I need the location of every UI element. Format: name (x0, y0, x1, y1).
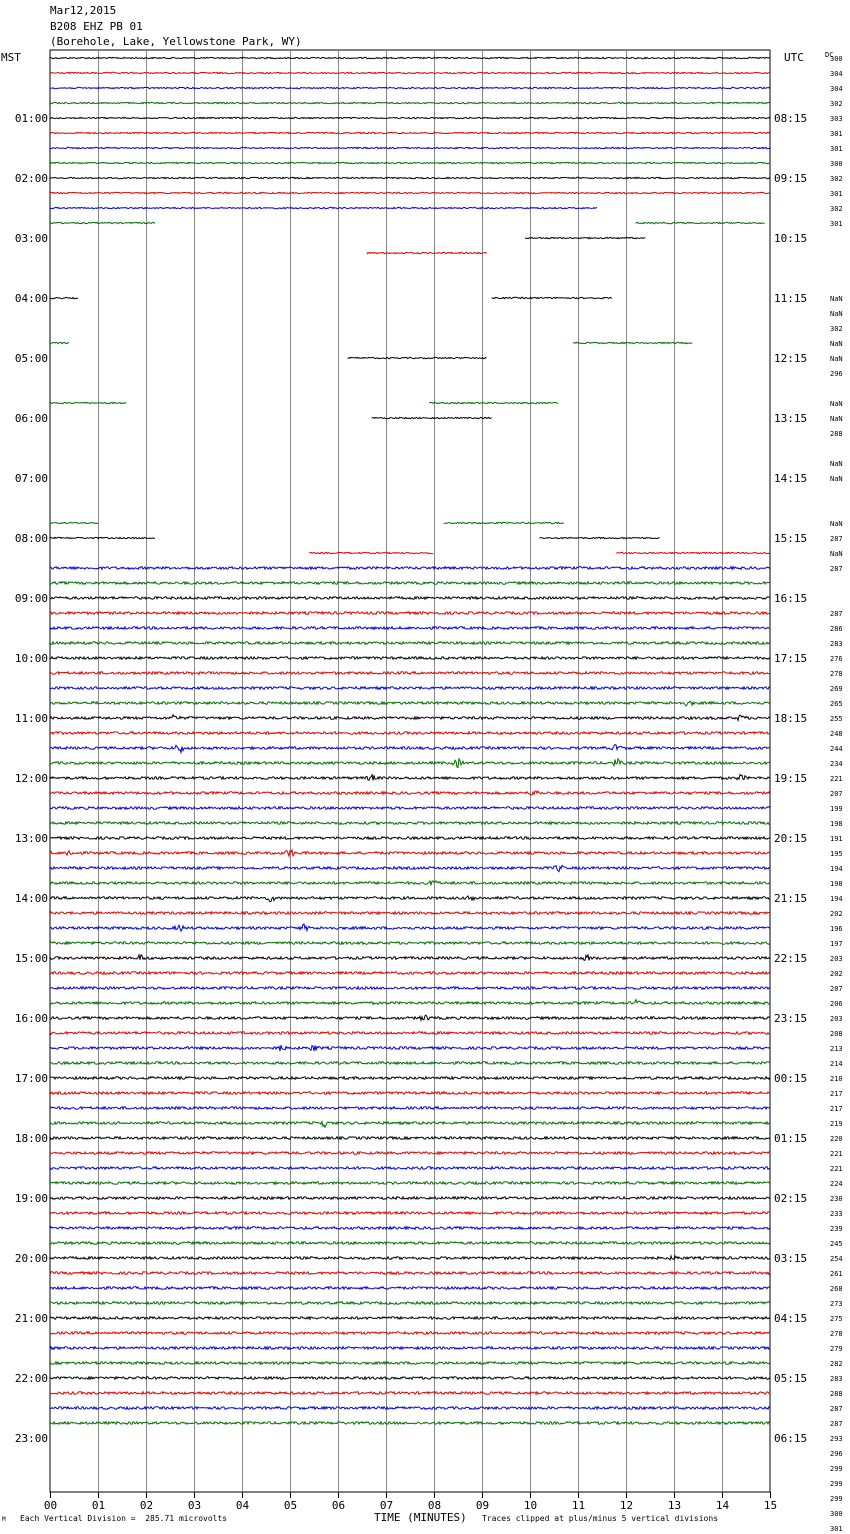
dc-value-row-40: 276 (830, 655, 843, 663)
trace-row-32-seg-1 (540, 537, 660, 538)
trace-row-31-seg-1 (444, 522, 564, 523)
dc-value-row-41: 278 (830, 670, 843, 678)
dc-value-row-69: 217 (830, 1090, 843, 1098)
chart-location: (Borehole, Lake, Yellowstone Park, WY) (50, 35, 302, 48)
dc-value-row-20: NaN (830, 355, 843, 363)
dc-value-row-42: 269 (830, 685, 843, 693)
dc-value-row-67: 214 (830, 1060, 843, 1068)
mst-label-13: 14:00 (14, 892, 48, 905)
x-tick-label-14: 14 (715, 1499, 730, 1512)
trace-row-32-seg-0 (50, 537, 155, 538)
utc-label-22: 06:15 (774, 1432, 808, 1445)
trace-row-70-seg-0 (50, 1107, 770, 1110)
mst-label-9: 10:00 (14, 652, 48, 665)
dc-value-row-82: 268 (830, 1285, 843, 1293)
dc-value-row-92: 293 (830, 1435, 843, 1443)
trace-row-8-seg-0 (50, 177, 770, 178)
trace-row-10-seg-0 (50, 207, 597, 208)
x-tick-label-15: 15 (763, 1499, 778, 1512)
trace-row-59-seg-0 (50, 942, 770, 945)
mst-label-1: 02:00 (14, 172, 48, 185)
mst-label-3: 04:00 (14, 292, 48, 305)
utc-label-8: 16:15 (774, 592, 808, 605)
trace-row-65-seg-0 (50, 1032, 770, 1035)
dc-value-row-70: 217 (830, 1105, 843, 1113)
vertical-division-note: Each Vertical Division = 285.71 microvolts (20, 1514, 228, 1523)
x-tick-label-13: 13 (667, 1499, 682, 1512)
trace-row-49-seg-0 (50, 791, 770, 795)
x-axis-title: TIME (MINUTES) (374, 1511, 467, 1524)
trace-row-52-seg-0 (50, 837, 770, 840)
utc-label-0: 08:15 (774, 112, 808, 125)
dc-value-row-64: 203 (830, 1015, 843, 1023)
dc-value-row-53: 195 (830, 850, 843, 858)
dc-value-row-88: 283 (830, 1375, 843, 1383)
dc-value-row-47: 234 (830, 760, 843, 768)
mst-label-22: 23:00 (14, 1432, 48, 1445)
mst-label-14: 15:00 (14, 952, 48, 965)
utc-label-18: 02:15 (774, 1192, 808, 1205)
mst-label-20: 21:00 (14, 1312, 48, 1325)
utc-label-20: 04:15 (774, 1312, 808, 1325)
trace-row-79-seg-0 (50, 1242, 770, 1245)
trace-row-80-seg-0 (50, 1256, 770, 1260)
dc-value-row-16: NaN (830, 295, 843, 303)
trace-row-60-seg-0 (50, 954, 770, 960)
dc-value-row-33: NaN (830, 550, 843, 558)
trace-row-76-seg-0 (50, 1197, 770, 1200)
trace-row-9-seg-0 (50, 192, 770, 193)
trace-row-61-seg-0 (50, 972, 770, 975)
x-tick-label-05: 05 (283, 1499, 298, 1512)
dc-value-row-60: 203 (830, 955, 843, 963)
utc-label-19: 03:15 (774, 1252, 808, 1265)
x-tick-label-08: 08 (427, 1499, 442, 1512)
dc-value-row-72: 220 (830, 1135, 843, 1143)
dc-value-row-54: 194 (830, 865, 843, 873)
trace-row-51-seg-0 (50, 822, 770, 825)
trace-row-68-seg-0 (50, 1077, 770, 1080)
dc-value-row-51: 198 (830, 820, 843, 828)
mst-label-5: 06:00 (14, 412, 48, 425)
trace-row-42-seg-0 (50, 687, 770, 690)
mst-label-7: 08:00 (14, 532, 48, 545)
x-tick-label-06: 06 (331, 1499, 346, 1512)
trace-row-45-seg-0 (50, 732, 770, 735)
trace-row-23-seg-1 (429, 402, 558, 403)
dc-value-row-49: 207 (830, 790, 843, 798)
trace-row-84-seg-0 (50, 1317, 770, 1320)
dc-value-row-58: 196 (830, 925, 843, 933)
dc-value-row-62: 207 (830, 985, 843, 993)
trace-row-39-seg-0 (50, 642, 770, 645)
dc-value-row-91: 287 (830, 1420, 843, 1428)
dc-value-row-59: 197 (830, 940, 843, 948)
trace-row-11-seg-1 (636, 222, 765, 223)
trace-row-40-seg-0 (50, 657, 770, 660)
dc-value-row-84: 275 (830, 1315, 843, 1323)
trace-row-24-seg-0 (372, 417, 492, 418)
trace-row-91-seg-0 (50, 1422, 770, 1425)
dc-value-row-43: 265 (830, 700, 843, 708)
trace-row-67-seg-0 (50, 1062, 770, 1065)
trace-row-88-seg-0 (50, 1377, 770, 1380)
dc-value-row-75: 224 (830, 1180, 843, 1188)
mst-label-4: 05:00 (14, 352, 48, 365)
dc-value-row-55: 198 (830, 880, 843, 888)
dc-value-row-0: 300 (830, 55, 843, 63)
trace-row-90-seg-0 (50, 1407, 770, 1410)
dc-value-row-39: 283 (830, 640, 843, 648)
dc-value-row-97: 300 (830, 1510, 843, 1518)
dc-value-row-50: 199 (830, 805, 843, 813)
trace-row-35-seg-0 (50, 582, 770, 585)
dc-value-row-61: 202 (830, 970, 843, 978)
trace-row-12-seg-0 (525, 237, 645, 238)
dc-value-row-98: 301 (830, 1525, 843, 1533)
mst-label-17: 18:00 (14, 1132, 48, 1145)
dc-value-row-23: NaN (830, 400, 843, 408)
x-tick-label-12: 12 (619, 1499, 634, 1512)
trace-row-86-seg-0 (50, 1347, 770, 1350)
trace-row-46-seg-0 (50, 745, 770, 753)
x-tick-label-03: 03 (187, 1499, 202, 1512)
dc-value-row-80: 254 (830, 1255, 843, 1263)
mst-label-6: 07:00 (14, 472, 48, 485)
trace-row-54-seg-0 (50, 865, 770, 871)
dc-value-row-24: NaN (830, 415, 843, 423)
trace-row-16-seg-0 (50, 297, 78, 298)
trace-row-47-seg-0 (50, 759, 770, 768)
utc-axis-title: UTC (784, 51, 804, 64)
mst-label-18: 19:00 (14, 1192, 48, 1205)
trace-row-85-seg-0 (50, 1332, 770, 1335)
utc-label-7: 15:15 (774, 532, 808, 545)
dc-value-row-79: 245 (830, 1240, 843, 1248)
dc-value-row-21: 296 (830, 370, 843, 378)
dc-value-row-77: 233 (830, 1210, 843, 1218)
trace-row-5-seg-0 (50, 132, 770, 133)
mst-label-8: 09:00 (14, 592, 48, 605)
dc-value-row-34: 287 (830, 565, 843, 573)
x-tick-label-09: 09 (475, 1499, 490, 1512)
x-tick-label-07: 07 (379, 1499, 394, 1512)
dc-value-row-7: 300 (830, 160, 843, 168)
trace-row-37-seg-0 (50, 612, 770, 615)
clip-note: Traces clipped at plus/minus 5 vertical divisions (482, 1514, 719, 1523)
axis-labels (1, 51, 843, 1533)
trace-row-50-seg-0 (50, 807, 770, 810)
utc-label-1: 09:15 (774, 172, 808, 185)
trace-row-57-seg-0 (50, 912, 770, 915)
dc-value-row-11: 301 (830, 220, 843, 228)
dc-value-row-44: 255 (830, 715, 843, 723)
utc-label-3: 11:15 (774, 292, 808, 305)
dc-value-row-5: 301 (830, 130, 843, 138)
trace-row-0-seg-0 (50, 57, 770, 58)
mst-label-2: 03:00 (14, 232, 48, 245)
trace-row-63-seg-0 (50, 1000, 770, 1005)
dc-value-row-8: 302 (830, 175, 843, 183)
dc-value-row-95: 299 (830, 1480, 843, 1488)
mst-label-10: 11:00 (14, 712, 48, 725)
dc-value-row-2: 304 (830, 85, 843, 93)
mst-label-0: 01:00 (14, 112, 48, 125)
dc-value-row-71: 219 (830, 1120, 843, 1128)
trace-row-56-seg-0 (50, 896, 770, 902)
trace-row-75-seg-0 (50, 1182, 770, 1185)
mst-label-11: 12:00 (14, 772, 48, 785)
trace-row-43-seg-0 (50, 701, 770, 706)
dc-value-row-32: 287 (830, 535, 843, 543)
dc-value-row-6: 301 (830, 145, 843, 153)
dc-value-row-48: 221 (830, 775, 843, 783)
dc-value-row-86: 279 (830, 1345, 843, 1353)
trace-row-53-seg-0 (50, 850, 770, 856)
trace-row-73-seg-0 (50, 1152, 770, 1155)
dc-value-row-73: 221 (830, 1150, 843, 1158)
trace-row-41-seg-0 (50, 672, 770, 675)
trace-row-44-seg-0 (50, 715, 770, 721)
dc-value-row-28: NaN (830, 475, 843, 483)
mst-label-19: 20:00 (14, 1252, 48, 1265)
x-tick-label-00: 00 (43, 1499, 58, 1512)
trace-row-36-seg-0 (50, 597, 770, 600)
trace-row-69-seg-0 (50, 1092, 770, 1095)
dc-value-row-89: 288 (830, 1390, 843, 1398)
trace-row-4-seg-0 (50, 117, 770, 118)
dc-value-row-46: 244 (830, 745, 843, 753)
vertical-grid (50, 50, 771, 1498)
x-tick-label-04: 04 (235, 1499, 250, 1512)
mst-label-21: 22:00 (14, 1372, 48, 1385)
trace-row-87-seg-0 (50, 1362, 770, 1365)
trace-row-13-seg-0 (367, 252, 487, 253)
dc-value-row-94: 299 (830, 1465, 843, 1473)
trace-row-89-seg-0 (50, 1392, 770, 1395)
utc-label-5: 13:15 (774, 412, 808, 425)
trace-row-74-seg-0 (50, 1167, 770, 1170)
trace-row-33-seg-0 (309, 552, 433, 553)
trace-row-64-seg-0 (50, 1015, 770, 1020)
chart-date: Mar12,2015 (50, 4, 117, 17)
dc-value-row-78: 239 (830, 1225, 843, 1233)
dc-value-row-45: 248 (830, 730, 843, 738)
trace-row-31-seg-0 (50, 522, 98, 523)
dc-value-row-87: 282 (830, 1360, 843, 1368)
trace-row-33-seg-1 (616, 552, 769, 553)
trace-row-23-seg-0 (50, 402, 126, 403)
mst-axis-title: MST (1, 51, 21, 64)
trace-row-11-seg-0 (50, 222, 155, 223)
utc-label-21: 05:15 (774, 1372, 808, 1385)
trace-row-82-seg-0 (50, 1287, 770, 1290)
x-tick-label-11: 11 (571, 1499, 586, 1512)
dc-value-row-18: 302 (830, 325, 843, 333)
trace-row-72-seg-0 (50, 1137, 770, 1140)
dc-value-row-74: 221 (830, 1165, 843, 1173)
dc-value-row-56: 194 (830, 895, 843, 903)
trace-row-34-seg-0 (50, 567, 770, 570)
trace-row-58-seg-0 (50, 924, 770, 931)
plot-frame (50, 50, 770, 1492)
dc-value-row-65: 208 (830, 1030, 843, 1038)
dc-value-row-57: 202 (830, 910, 843, 918)
utc-label-2: 10:15 (774, 232, 808, 245)
utc-label-17: 01:15 (774, 1132, 808, 1145)
dc-value-row-3: 302 (830, 100, 843, 108)
utc-label-9: 17:15 (774, 652, 808, 665)
utc-label-16: 00:15 (774, 1072, 808, 1085)
dc-axis-title: DC (825, 51, 834, 59)
trace-row-77-seg-0 (50, 1212, 770, 1215)
trace-row-6-seg-0 (50, 147, 770, 148)
trace-row-19-seg-0 (50, 342, 69, 343)
trace-row-66-seg-0 (50, 1045, 770, 1051)
dc-value-row-63: 206 (830, 1000, 843, 1008)
dc-value-row-10: 302 (830, 205, 843, 213)
trace-row-16-seg-1 (492, 297, 612, 298)
dc-value-row-96: 299 (830, 1495, 843, 1503)
dc-value-row-27: NaN (830, 460, 843, 468)
utc-label-14: 22:15 (774, 952, 808, 965)
trace-row-48-seg-0 (50, 775, 770, 781)
dc-value-row-85: 278 (830, 1330, 843, 1338)
dc-value-row-9: 301 (830, 190, 843, 198)
dc-value-row-19: NaN (830, 340, 843, 348)
dc-value-row-83: 273 (830, 1300, 843, 1308)
footer-mark: M (2, 1516, 6, 1523)
dc-value-row-37: 287 (830, 610, 843, 618)
trace-row-81-seg-0 (50, 1272, 770, 1275)
mst-label-16: 17:00 (14, 1072, 48, 1085)
dc-value-row-52: 191 (830, 835, 843, 843)
utc-label-15: 23:15 (774, 1012, 808, 1025)
dc-value-row-93: 296 (830, 1450, 843, 1458)
trace-row-7-seg-0 (50, 162, 770, 163)
dc-value-row-4: 303 (830, 115, 843, 123)
dc-value-row-90: 287 (830, 1405, 843, 1413)
trace-row-62-seg-0 (50, 987, 770, 990)
utc-label-13: 21:15 (774, 892, 808, 905)
trace-row-2-seg-0 (50, 87, 770, 88)
trace-row-83-seg-0 (50, 1302, 770, 1305)
trace-row-20-seg-0 (348, 357, 487, 358)
trace-row-55-seg-0 (50, 881, 770, 885)
dc-value-row-68: 210 (830, 1075, 843, 1083)
x-tick-label-01: 01 (91, 1499, 106, 1512)
utc-label-4: 12:15 (774, 352, 808, 365)
dc-value-row-66: 213 (830, 1045, 843, 1053)
trace-row-1-seg-0 (50, 72, 770, 73)
dc-value-row-17: NaN (830, 310, 843, 318)
dc-value-row-38: 286 (830, 625, 843, 633)
trace-row-78-seg-0 (50, 1227, 770, 1230)
trace-lines (50, 57, 770, 1424)
utc-label-6: 14:15 (774, 472, 808, 485)
trace-row-38-seg-0 (50, 627, 770, 630)
trace-row-3-seg-0 (50, 102, 770, 103)
utc-label-10: 18:15 (774, 712, 808, 725)
utc-label-12: 20:15 (774, 832, 808, 845)
mst-label-12: 13:00 (14, 832, 48, 845)
trace-row-71-seg-0 (50, 1122, 770, 1128)
mst-label-15: 16:00 (14, 1012, 48, 1025)
utc-label-11: 19:15 (774, 772, 808, 785)
x-tick-label-02: 02 (139, 1499, 154, 1512)
dc-value-row-25: 288 (830, 430, 843, 438)
x-tick-label-10: 10 (523, 1499, 538, 1512)
chart-station: B208 EHZ PB 01 (50, 20, 143, 33)
dc-value-row-1: 304 (830, 70, 843, 78)
dc-value-row-31: NaN (830, 520, 843, 528)
dc-value-row-81: 261 (830, 1270, 843, 1278)
dc-value-row-76: 230 (830, 1195, 843, 1203)
